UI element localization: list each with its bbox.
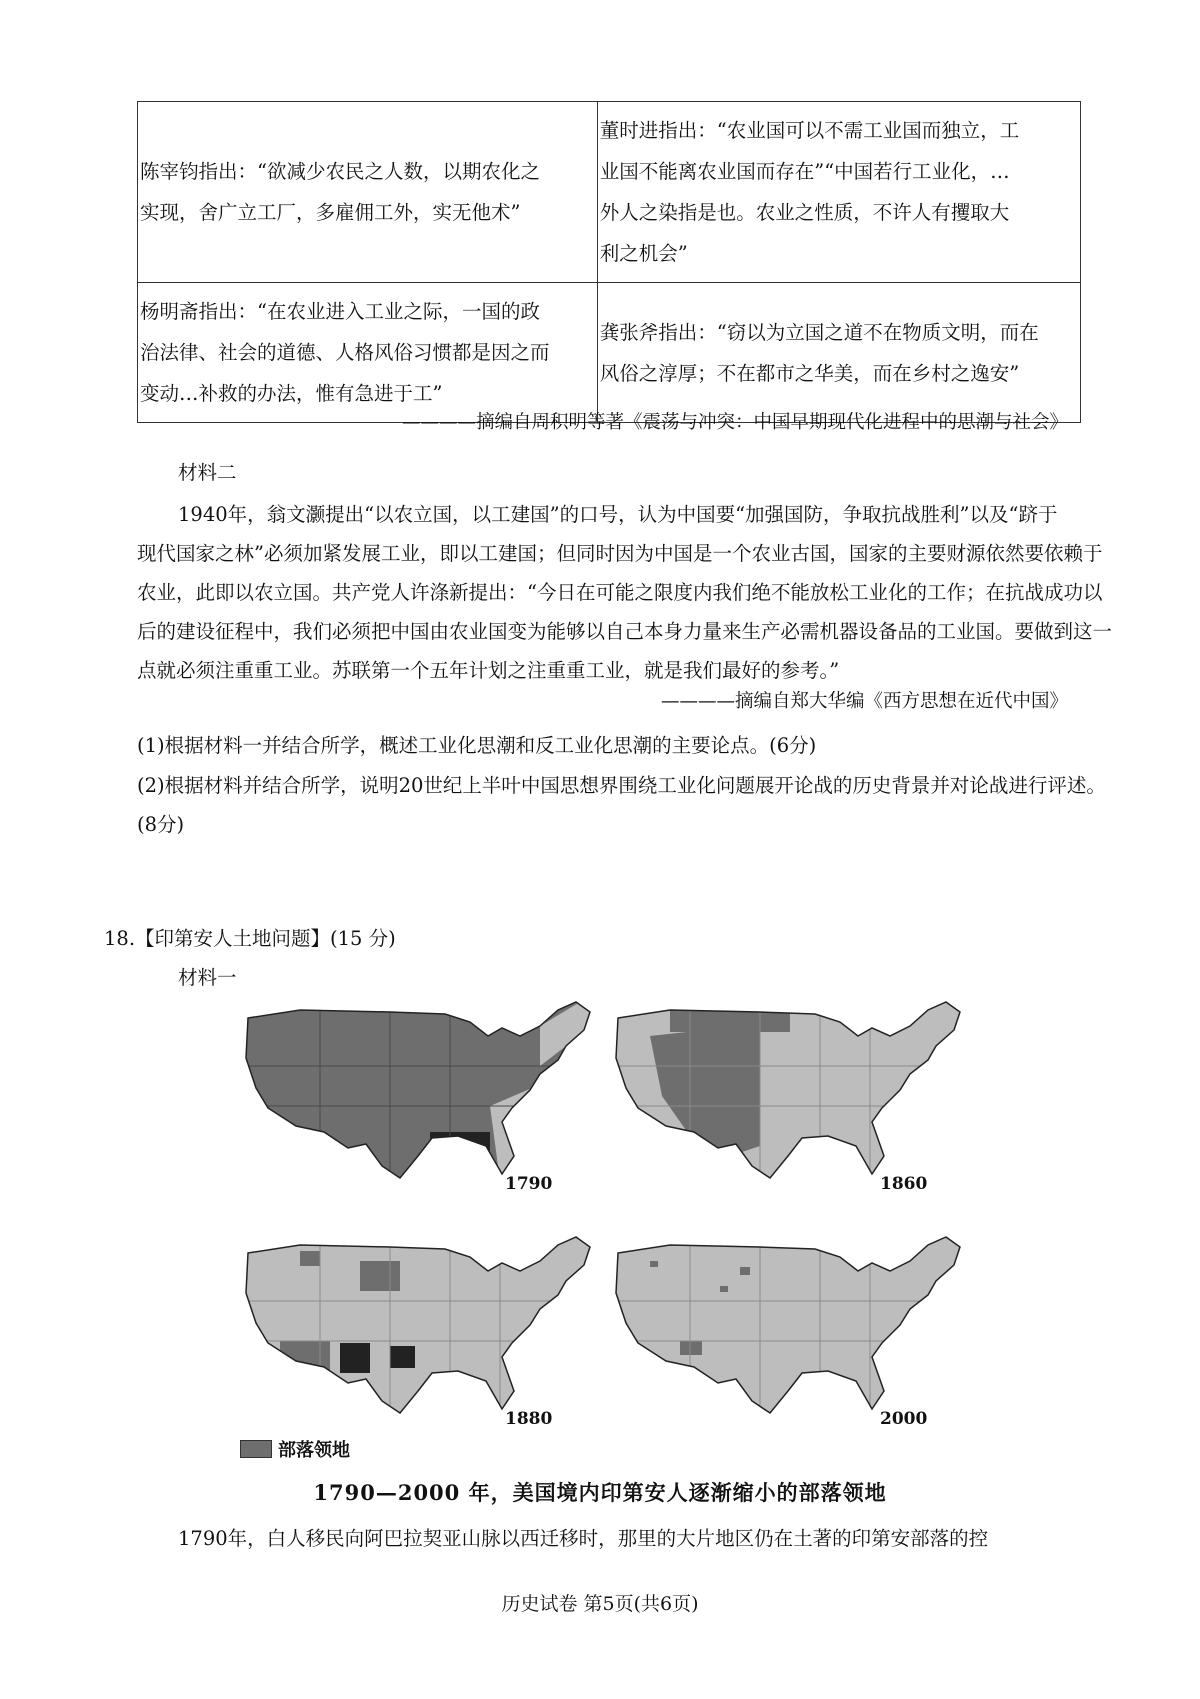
map-1880 [240, 1231, 600, 1431]
cell-line: 利之机会” [599, 242, 688, 265]
legend-swatch [240, 1440, 272, 1458]
map-1790 [240, 996, 600, 1196]
map-year-label: 1880 [505, 1409, 553, 1429]
map-2000 [610, 1231, 970, 1431]
map-year-label: 2000 [880, 1409, 928, 1429]
maps-figure [230, 996, 1010, 1466]
question-18-heading: 18.【印第安人土地问题】(15 分) [104, 927, 396, 950]
material2-label: 材料二 [178, 461, 237, 484]
cell-line: 变动…补救的办法，惟有急进于工” [140, 382, 443, 405]
q18-text-line: 1790年，白人移民向阿巴拉契亚山脉以西迁移时，那里的大片地区仍在土著的印第安部落的控 [178, 1527, 989, 1550]
table-source: ————摘编自周积明等著《震荡与冲突：中国早期现代化进程中的思潮与社会》 [401, 412, 1068, 433]
paragraph-line: 后的建设征程中，我们必须把中国由农业国变为能够以自己本身力量来生产必需机器设备品的工业国。要做到这一 [137, 620, 1113, 643]
table-row [138, 102, 1081, 283]
viewpoints-table [137, 101, 1081, 423]
material2-source: ————摘编自郑大华编《西方思想在近代中国》 [660, 691, 1068, 712]
table-cell [597, 283, 1080, 423]
legend-label: 部落领地 [278, 1440, 350, 1461]
cell-line: 业国不能离农业国而存在”“中国若行工业化，… [599, 160, 1010, 183]
table-cell [597, 102, 1080, 283]
question-1: (1)根据材料一并结合所学，概述工业化思潮和反工业化思潮的主要论点。(6分) [137, 734, 817, 757]
cell-line: 实现，舍广立工厂，多雇佣工外，实无他术” [140, 201, 521, 224]
table-cell [138, 283, 598, 423]
map-legend [240, 1436, 350, 1462]
map-year-label: 1790 [505, 1174, 553, 1194]
question-2-score: (8分) [137, 813, 185, 836]
table-cell [138, 102, 598, 283]
maps-caption: 1790—2000 年，美国境内印第安人逐渐缩小的部落领地 [313, 1480, 887, 1505]
page-footer: 历史试卷 第5页(共6页) [501, 1593, 699, 1615]
cell-line: 陈宰钧指出：“欲减少农民之人数，以期农化之 [140, 160, 540, 183]
question-2: (2)根据材料并结合所学，说明20世纪上半叶中国思想界围绕工业化问题展开论战的历史背景并对论战进行评述。 [137, 774, 1106, 797]
cell-line: 董时进指出：“农业国可以不需工业国而独立，工 [599, 119, 1020, 142]
paragraph-line: 点就必须注重重工业。苏联第一个五年计划之注重重工业，就是我们最好的参考。” [137, 659, 840, 682]
paragraph-line: 现代国家之林”必须加紧发展工业，即以工建国；但同时因为中国是一个农业古国，国家的主要财源依然要依赖于 [137, 542, 1103, 565]
cell-line: 龚张斧指出：“窃以为立国之道不在物质文明，而在 [599, 320, 1039, 344]
cell-line: 治法律、社会的道德、人格风俗习惯都是因之而 [140, 341, 550, 364]
table-row [138, 283, 1081, 423]
cell-line: 风俗之淳厚；不在都市之华美，而在乡村之逸安” [599, 361, 1020, 385]
paragraph-line: 农业，此即以农立国。共产党人许涤新提出：“今日在可能之限度内我们绝不能放松工业化的工作；在抗战成功以 [137, 581, 1103, 604]
paragraph-line: 1940年，翁文灏提出“以农立国，以工建国”的口号，认为中国要“加强国防，争取抗战胜利”以及“跻于 [178, 503, 1058, 526]
q18-material-label: 材料一 [178, 966, 237, 989]
map-1860 [610, 996, 970, 1196]
cell-line: 杨明斋指出：“在农业进入工业之际，一国的政 [140, 300, 540, 323]
cell-line: 外人之染指是也。农业之性质，不许人有攫取大 [599, 201, 1010, 224]
material2-paragraph [137, 495, 1113, 690]
map-year-label: 1860 [880, 1174, 928, 1194]
